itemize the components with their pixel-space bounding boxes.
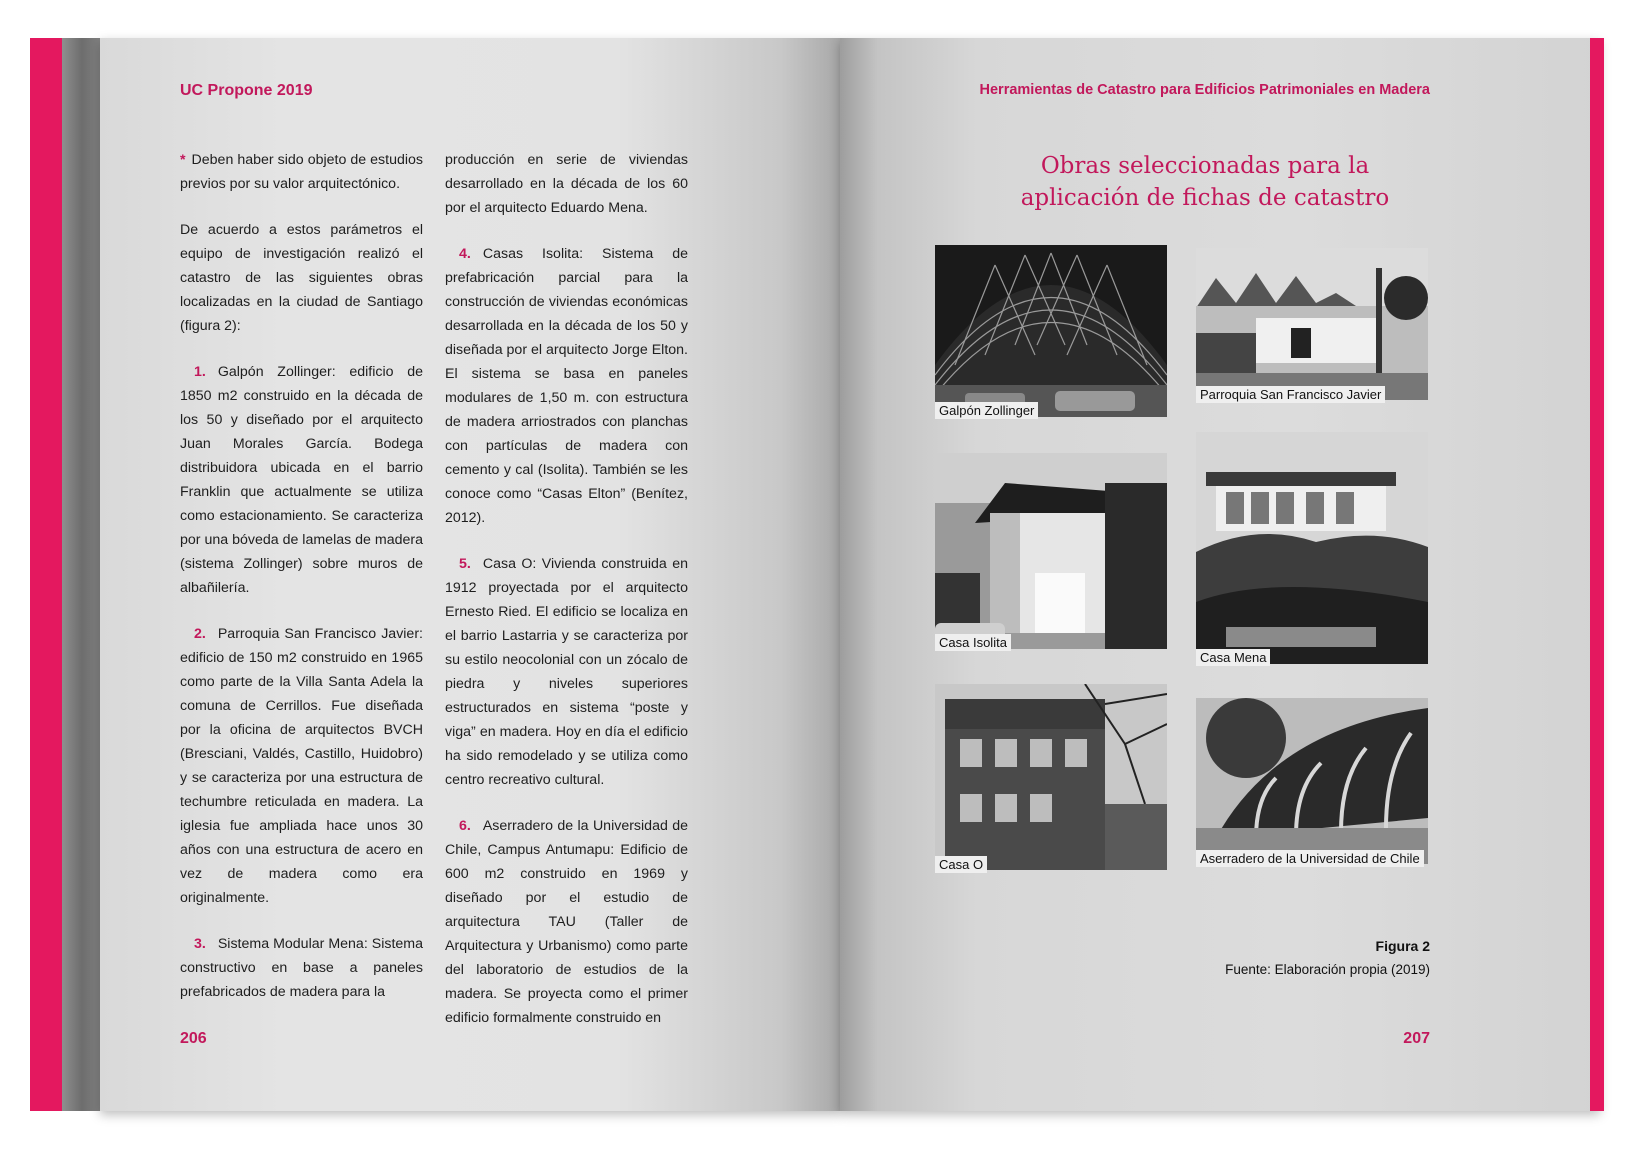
running-head-left: UC Propone 2019 <box>180 82 313 99</box>
intro-note: * Deben haber sido objeto de estudios previos por su valor arquitectónico. <box>180 152 423 192</box>
figure-label: Figura 2 <box>1375 938 1430 954</box>
list-item-1: 1. Galpón Zollinger: edificio de 1850 m2 construido en la década de los 50 y diseñado por el arquitecto Juan Morales García. Bodega distribuidora ubicada en el barrio Franklin que actualmente se utiliza como estacionamiento. Se caracteriza por una bóveda de lamelas de madera (sistema Zollinger) sobre muros de albañilería. <box>180 364 423 596</box>
photo-caption: Casa Mena <box>1196 649 1270 666</box>
photo-aserradero-universidad-de-chile <box>1196 698 1436 864</box>
house-on-hill-photo-icon <box>1196 432 1428 664</box>
building-photo-icon <box>935 684 1167 870</box>
photo-caption: Galpón Zollinger <box>935 402 1038 419</box>
text-column-2 <box>445 148 688 1052</box>
photo-caption: Parroquia San Francisco Javier <box>1196 386 1385 403</box>
photo-caption: Casa Isolita <box>935 634 1011 651</box>
page-number-right: 207 <box>1403 1030 1430 1047</box>
photo-casa-mena <box>1196 432 1436 664</box>
photo-parroquia-san-francisco-javier <box>1196 248 1436 400</box>
photo-caption: Casa O <box>935 856 987 873</box>
list-item-3: 3. Sistema Modular Mena: Sistema constructivo en base a paneles prefabricados de madera para la <box>180 936 423 1000</box>
figure-title: Obras seleccionadas para la aplicación de fichas de catastro <box>1020 153 1390 211</box>
list-item-2: 2. Parroquia San Francisco Javier: edificio de 150 m2 construido en 1965 como parte de la Villa Santa Adela la comuna de Cerrillos. Fue diseñada por la oficina de arquitectos BVCH (Bresciani, Valdés, Castillo, Huidobro) y se caracteriza por una estructura de techumbre reticulada en madera. La iglesia fue ampliada hace unos 30 años con una estructura de acero en vez de madera como era originalmente. <box>180 626 423 906</box>
list-item-5: 5. Casa O: Vivienda construida en 1912 proyectada por el arquitecto Ernesto Ried. El edificio se localiza en el barrio Lastarria y se caracteriza por su estilo neocolonial con un zócalo de piedra y niveles superiores estructurados en sistema “poste y viga” en madera. Hoy en día el edificio ha sido remodelado y se utiliza como centro recreativo cultural. <box>445 556 688 788</box>
photo-caption: Aserradero de la Universidad de Chile <box>1196 850 1424 867</box>
text-column-1 <box>180 148 423 1026</box>
continuation-paragraph: producción en serie de viviendas desarrollado en la década de los 60 por el arquitecto Eduardo Mena. <box>445 152 688 216</box>
asterisk-icon: * <box>180 152 186 168</box>
house-photo-icon <box>935 453 1167 649</box>
church-photo-icon <box>1196 248 1428 400</box>
vault-roof-photo-icon <box>935 245 1167 417</box>
running-head-right: Herramientas de Catastro para Edificios Patrimoniales en Madera <box>979 82 1430 98</box>
page-stack-edge <box>62 38 102 1111</box>
photo-galpon-zollinger <box>935 245 1175 417</box>
list-item-4: 4. Casas Isolita: Sistema de prefabricación parcial para la construcción de viviendas económicas desarrollada en la década de los 50 y diseñada por el arquitecto Jorge Elton. El sistema se basa en paneles modulares de 1,50 m. con estructura de madera arriostrados con planchas con partículas de madera con cemento y cal (Isolita). También se les conoce como “Casas Elton” (Benítez, 2012). <box>445 246 688 526</box>
list-item-6: 6. Aserradero de la Universidad de Chile, Campus Antumapu: Edificio de 600 m2 construido en 1969 y diseñado por el estudio de arquitectura TAU (Taller de Arquitectura y Urbanismo) como parte del laboratorio de estudios de la madera. Se proyecta como el primer edificio formalmente construido en <box>445 818 688 1026</box>
left-page <box>100 38 840 1111</box>
sawmill-photo-icon <box>1196 698 1428 864</box>
photo-casa-isolita <box>935 453 1175 649</box>
photo-casa-o <box>935 684 1175 870</box>
page-number-left: 206 <box>180 1030 207 1047</box>
book-cover-right-edge <box>1590 38 1604 1111</box>
right-page <box>840 38 1600 1111</box>
intro-paragraph: De acuerdo a estos parámetros el equipo de investigación realizó el catastro de las siguientes obras localizadas en la ciudad de Santiago (figura 2): <box>180 222 423 334</box>
figure-source: Fuente: Elaboración propia (2019) <box>1225 962 1430 977</box>
